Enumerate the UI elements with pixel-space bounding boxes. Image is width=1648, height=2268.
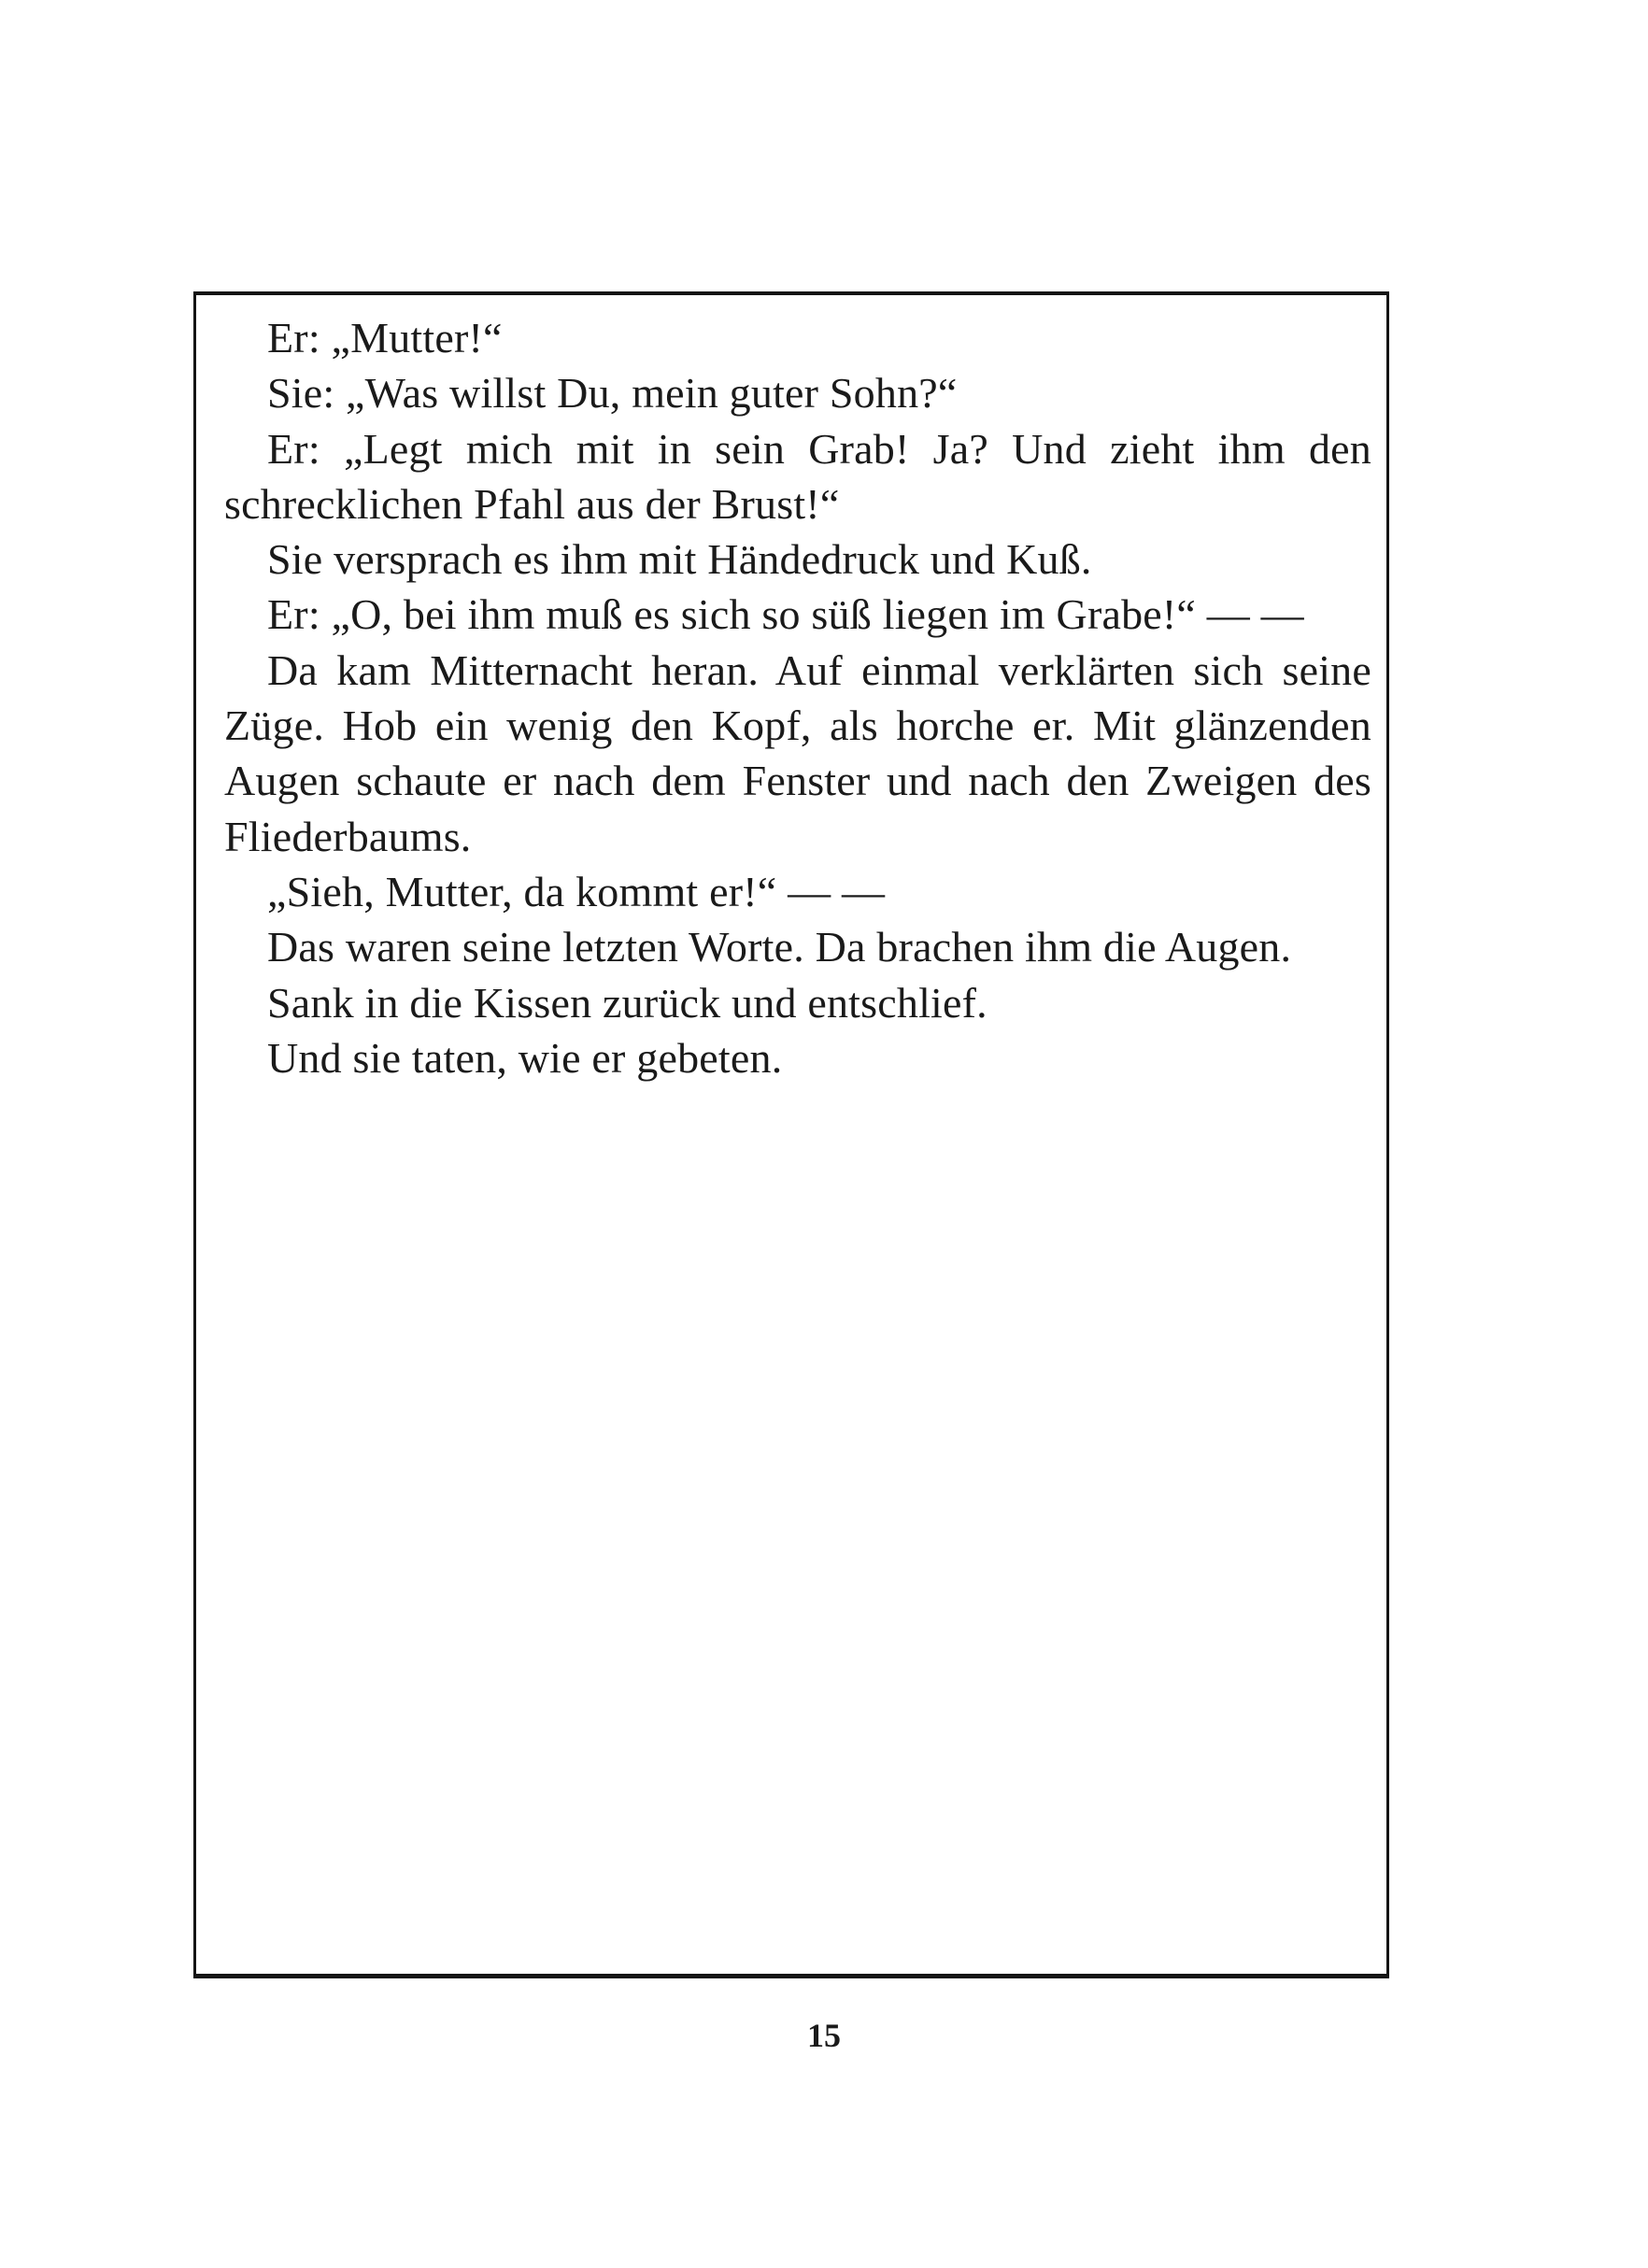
body-text bbox=[224, 310, 1371, 1085]
paragraph: Sie versprach es ihm mit Händedruck und Kuß. bbox=[267, 535, 1092, 584]
paragraph: Und sie taten, wie er gebeten. bbox=[267, 1033, 783, 1082]
paragraph: Er: „O, bei ihm muß es sich so süß liegen im Grabe!“ — — bbox=[267, 590, 1304, 639]
paragraph: Das waren seine letzten Worte. Da brachen ihm die Augen. bbox=[267, 923, 1292, 971]
page-number: 15 bbox=[807, 2017, 841, 2054]
paragraph: Er: „Legt mich mit in sein Grab! Ja? Und zieht ihm den schrecklichen Pfahl aus der Brust!“ bbox=[224, 424, 1371, 528]
paragraph: Er: „Mutter!“ bbox=[267, 314, 503, 361]
paragraph: „Sieh, Mutter, da kommt er!“ — — bbox=[267, 867, 886, 915]
paragraph: Da kam Mitternacht heran. Auf einmal verklärten sich seine Züge. Hob ein wenig den Kopf, als horche er. Mit glänzenden Augen schaute er nach dem Fenster und nach den Zweigen des Fliederbaums. bbox=[224, 645, 1371, 860]
paragraph: Sie: „Was willst Du, mein guter Sohn?“ bbox=[267, 369, 958, 418]
paragraph: Sank in die Kissen zurück und entschlief. bbox=[267, 978, 987, 1027]
